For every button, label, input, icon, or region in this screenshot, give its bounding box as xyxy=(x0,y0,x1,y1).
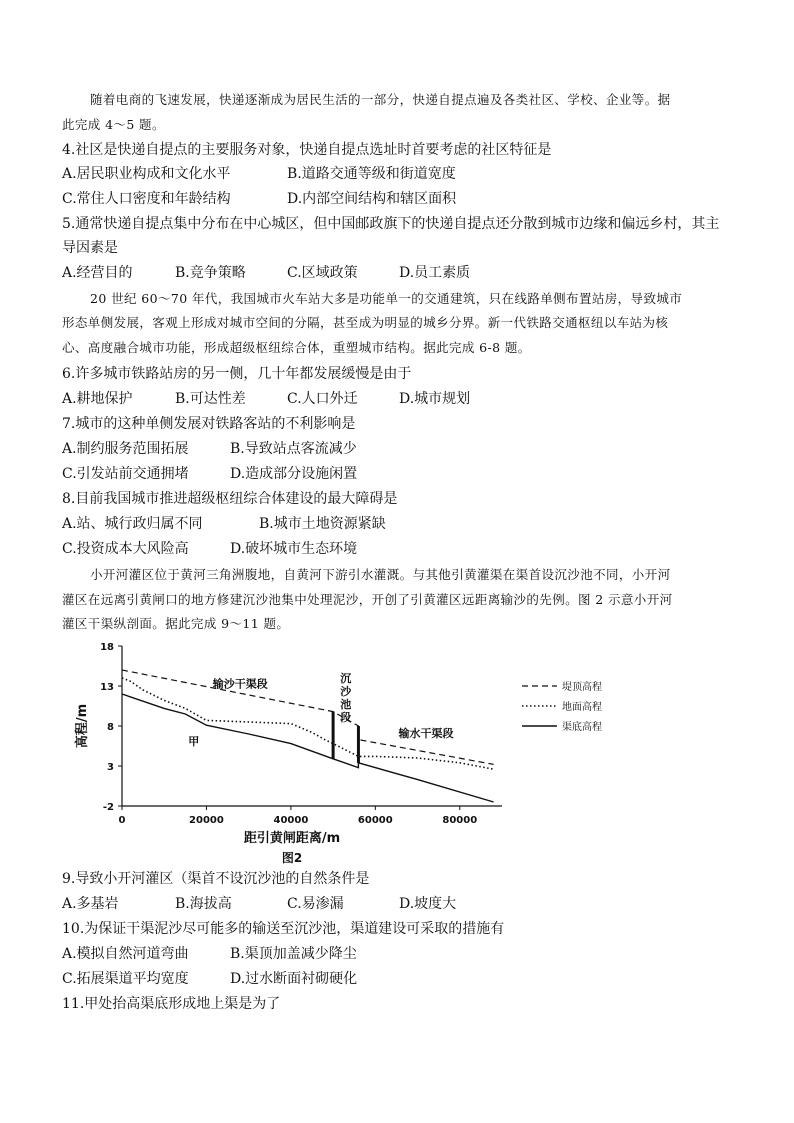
q8-option-b: B.城市土地资源紧缺 xyxy=(259,516,386,532)
x-tick-label: 80000 xyxy=(442,815,478,826)
q8-option-c: C.投资成本大风险高 xyxy=(62,541,189,557)
q4-option-c: C.常住人口密度和年龄结构 xyxy=(62,191,231,207)
label-basin-char: 沉 xyxy=(340,672,352,685)
q8-option-d: D.破坏城市生态环境 xyxy=(230,541,358,557)
q6-option-d: D.城市规划 xyxy=(399,391,471,407)
label-basin-char: 池 xyxy=(340,698,352,711)
label-jia: 甲 xyxy=(188,735,200,749)
q5-option-d: D.员工素质 xyxy=(399,265,471,281)
y-axis-title: 高程/m xyxy=(75,703,90,749)
intro-4-5: 随着电商的飞速发展，快递逐渐成为居民生活的一部分，快递自提点遍及各类社区、学校、企业等。据 xyxy=(90,92,671,107)
q6-option-c: C.人口外迁 xyxy=(287,391,358,407)
label-basin-char: 沙 xyxy=(340,685,352,698)
y-tick-label: 13 xyxy=(100,682,114,693)
y-tick-label: 8 xyxy=(107,722,114,733)
figure-2-chart xyxy=(62,636,662,866)
q4-option-d: D.内部空间结构和辖区面积 xyxy=(287,191,457,207)
q7-option-d: D.造成部分设施闲置 xyxy=(230,466,358,482)
x-tick-label: 20000 xyxy=(189,815,224,826)
label-basin-char: 段 xyxy=(340,711,352,724)
label-sand-canal: 输沙干渠段 xyxy=(212,677,268,691)
intro-9-11-cont2: 灌区干渠纵剖面。据此完成 9～11 题。 xyxy=(62,616,290,631)
figure-caption: 图2 xyxy=(281,851,303,865)
question-5-stem-cont: 导因素是 xyxy=(62,240,118,256)
intro-6-8-cont2: 心、高度融合城市功能，形成超级枢纽综合体，重塑城市结构。据此完成 6-8 题。 xyxy=(62,340,531,355)
intro-9-11: 小开河灌区位于黄河三角洲腹地，自黄河下游引水灌溉。与其他引黄灌渠在渠首设沉沙池不同，小开河 xyxy=(90,567,671,582)
q9-option-c: C.易渗漏 xyxy=(287,896,344,912)
series-line-solid xyxy=(122,694,494,802)
x-tick-label: 0 xyxy=(118,815,126,826)
question-9-stem: 9.导致小开河灌区（渠首不设沉沙池的自然条件是 xyxy=(62,871,370,887)
q6-option-a: A.耕地保护 xyxy=(62,391,133,407)
question-5-stem: 5.通常快递自提点集中分布在中心城区，但中国邮政旗下的快递自提点还分散到城市边缘和偏远乡村，其主 xyxy=(62,216,720,232)
legend-label: 地面高程 xyxy=(562,702,602,713)
q9-option-b: B.海拔高 xyxy=(175,896,232,912)
intro-9-11-cont1: 灌区在远离引黄闸口的地方修建沉沙池集中处理泥沙，开创了引黄灌区远距离输沙的先例。图 2 示意小开河 xyxy=(62,592,673,607)
q4-option-b: B.道路交通等级和街道宽度 xyxy=(287,166,456,182)
x-axis-title: 距引黄闸距离/m xyxy=(243,831,341,846)
series-line-dotted xyxy=(122,678,494,769)
q10-option-d: D.过水断面衬砌硬化 xyxy=(230,971,358,987)
intro-4-5-cont: 此完成 4～5 题。 xyxy=(62,117,165,132)
question-10-stem: 10.为保证干渠泥沙尽可能多的输送至沉沙池，渠道建设可采取的措施有 xyxy=(62,921,505,937)
q9-option-d: D.坡度大 xyxy=(399,896,457,912)
q8-option-a: A.站、城行政归属不同 xyxy=(62,516,203,532)
q10-option-b: B.渠顶加盖减少降尘 xyxy=(230,946,357,962)
y-tick-label: 18 xyxy=(100,642,114,653)
question-4-stem: 4.社区是快递自提点的主要服务对象，快递自提点选址时首要考虑的社区特征是 xyxy=(62,142,552,158)
intro-6-8-cont1: 形态单侧发展，客观上形成对城市空间的分隔，甚至成为明显的城乡分界。新一代铁路交通枢纽以车站为核 xyxy=(62,315,669,330)
q4-option-a: A.居民职业构成和文化水平 xyxy=(62,166,231,182)
x-tick-label: 60000 xyxy=(357,815,393,826)
question-11-stem: 11.甲处抬高渠底形成地上渠是为了 xyxy=(62,996,281,1012)
intro-6-8: 20 世纪 60～70 年代，我国城市火车站大多是功能单一的交通建筑，只在线路单侧布置站房，导致城市 xyxy=(90,291,683,306)
legend-label: 渠底高程 xyxy=(562,722,602,733)
y-tick-label: -2 xyxy=(102,802,114,813)
q7-option-a: A.制约服务范围拓展 xyxy=(62,441,189,457)
q10-option-c: C.拓展渠道平均宽度 xyxy=(62,971,189,987)
q7-option-b: B.导致站点客流减少 xyxy=(230,441,357,457)
x-tick-label: 40000 xyxy=(273,815,309,826)
q5-option-b: B.竞争策略 xyxy=(175,265,246,281)
q9-option-a: A.多基岩 xyxy=(62,896,119,912)
y-tick-label: 3 xyxy=(107,762,114,773)
label-water-canal: 输水干渠段 xyxy=(398,727,454,741)
question-7-stem: 7.城市的这种单侧发展对铁路客站的不利影响是 xyxy=(62,416,356,432)
q5-option-c: C.区域政策 xyxy=(287,265,358,281)
q7-option-c: C.引发站前交通拥堵 xyxy=(62,466,189,482)
q10-option-a: A.模拟自然河道弯曲 xyxy=(62,946,189,962)
legend-label: 堤顶高程 xyxy=(562,682,602,693)
q5-option-a: A.经营目的 xyxy=(62,265,133,281)
question-6-stem: 6.许多城市铁路站房的另一侧，几十年都发展缓慢是由于 xyxy=(62,366,412,382)
q6-option-b: B.可达性差 xyxy=(175,391,246,407)
question-8-stem: 8.目前我国城市推进超级枢纽综合体建设的最大障碍是 xyxy=(62,491,398,507)
